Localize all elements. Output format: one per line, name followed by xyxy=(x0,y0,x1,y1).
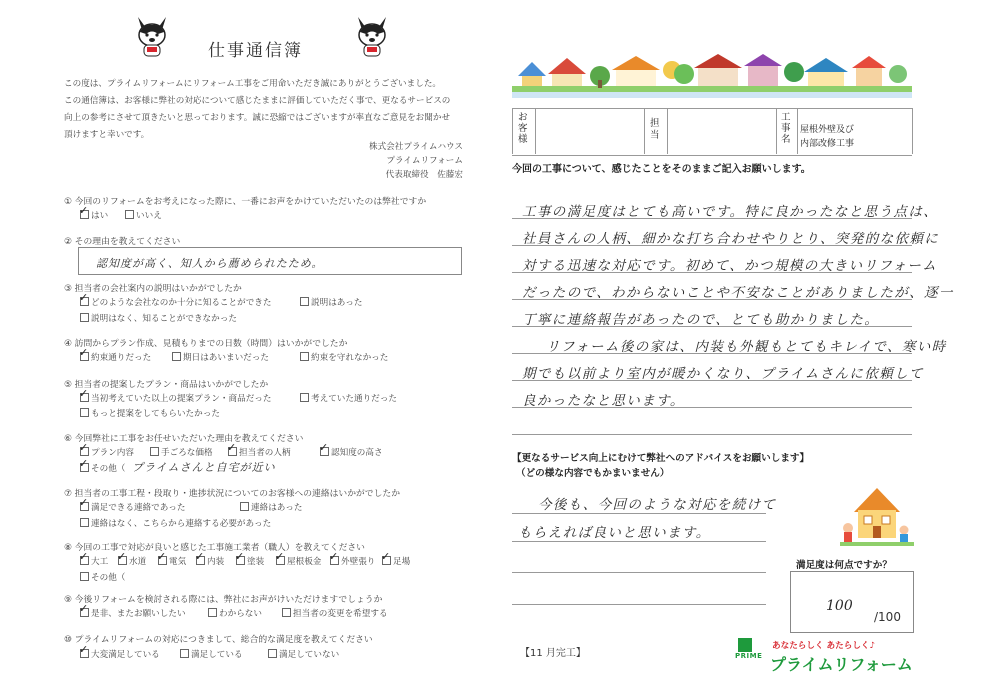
q5-option-2[interactable]: 考えていた通りだった xyxy=(300,392,397,404)
advice-line: もらえれば良いと思います。 xyxy=(518,525,711,541)
checkbox[interactable] xyxy=(208,608,217,617)
completion-month: 【11 月完工】 xyxy=(520,648,586,659)
q4-option-1[interactable]: ✓約束通りだった xyxy=(80,351,151,363)
satisfaction-score: 100 xyxy=(826,598,853,614)
checkbox[interactable] xyxy=(300,393,309,402)
table-edge xyxy=(912,108,913,154)
q5-option-1[interactable]: ✓当初考えていた以上の提案プラン・商品だった xyxy=(80,392,271,404)
town-illustration xyxy=(512,50,912,100)
checkbox[interactable] xyxy=(180,649,189,658)
intro-line: この通信簿は、お客様に弊社の対応について感じたままに評価していただく事で、更なるサービスの xyxy=(64,96,451,106)
q8-option-other[interactable]: その他（ xyxy=(80,571,125,583)
customer-label: お客様 xyxy=(518,112,528,145)
question-8: ⑧ 今回の工事で対応が良いと感じた工事施工業者（職人）を教えてください xyxy=(64,543,365,553)
impression-line: 対する迅速な対応です。初めて、かつ規模の大きいリフォーム xyxy=(522,258,938,274)
writing-line xyxy=(512,434,912,435)
q8-option-carpenter[interactable]: ✓大工 xyxy=(80,555,108,567)
question-9: ⑨ 今後リフォームを検討される際には、弊社にお声がけいただけますでしょうか xyxy=(64,595,383,605)
work-label: 工事名 xyxy=(781,112,791,145)
company-name: 株式会社プライムハウス xyxy=(368,142,463,152)
q8-option-siding[interactable]: ✓ 外壁張り xyxy=(330,555,375,567)
house-illustration xyxy=(840,482,914,548)
q6-option-price[interactable]: 手ごろな価格 xyxy=(150,446,213,458)
q8-option-electric[interactable]: ✓ 電気 xyxy=(158,555,186,567)
q3-option-2[interactable]: 説明はあった xyxy=(300,296,362,308)
q8-option-interior[interactable]: ✓ 内装 xyxy=(196,555,224,567)
q5-option-3[interactable]: もっと提案をしてもらいたかった xyxy=(80,407,220,419)
prime-logo-text: PRIME xyxy=(735,652,763,660)
q10-option-1[interactable]: ✓大変満足している xyxy=(80,648,160,660)
writing-line xyxy=(512,513,766,514)
customer-name-field[interactable] xyxy=(534,108,644,154)
impressions-prompt: 今回の工事について、感じたことをそのままご記入お願いします。 xyxy=(512,164,811,175)
checkbox-checked[interactable] xyxy=(80,210,89,219)
checkbox-checked[interactable] xyxy=(196,556,205,565)
question-4: ④ 訪問からプラン作成、見積もりまでの日数（時間）はいかがでしたか xyxy=(64,339,348,349)
impression-line: 良かったなと思います。 xyxy=(522,393,685,409)
question-5: ⑤ 担当者の提案したプラン・商品はいかがでしたか xyxy=(64,380,269,390)
q9-option-2[interactable]: わからない xyxy=(208,607,262,619)
impression-line: リフォーム後の家は、内装も外観もとてもキレイで、寒い時 xyxy=(546,339,947,355)
checkbox-checked[interactable] xyxy=(80,608,89,617)
impression-line: 社員さんの人柄、細かな打ち合わせやりとり、突発的な依頼に xyxy=(522,231,940,247)
q4-option-2[interactable]: 期日はあいまいだった xyxy=(172,351,269,363)
checkbox-checked[interactable] xyxy=(228,447,237,456)
checkbox-checked[interactable] xyxy=(80,463,89,472)
impression-line: 丁寧に連絡報告があったので、とても助かりました。 xyxy=(522,312,880,328)
advice-line: 今後も、今回のような対応を続けて xyxy=(538,497,777,513)
work-name-line2: 内部改修工事 xyxy=(800,139,855,149)
q7-option-3[interactable]: 連絡はなく、こちらから連絡する必要があった xyxy=(80,517,271,529)
checkbox[interactable] xyxy=(300,352,309,361)
checkbox[interactable] xyxy=(80,408,89,417)
staff-label: 担当 xyxy=(650,118,660,141)
q6-option-other[interactable]: ✓その他（ xyxy=(80,462,125,474)
q1-option-yes[interactable]: ✓はい xyxy=(80,209,108,221)
q6-option-plan[interactable]: ✓プラン内容 xyxy=(80,446,134,458)
work-name-line1: 屋根外壁及び xyxy=(800,125,855,135)
checkbox-checked[interactable] xyxy=(80,393,89,402)
intro-line: この度は、プライムリフォームにリフォーム工事をご用命いただき誠にありがとうございました。 xyxy=(64,79,442,89)
q6-other-handwritten: プライムさんと自宅が近い xyxy=(132,461,276,474)
q3-option-3[interactable]: 説明はなく、知ることができなかった xyxy=(80,312,237,324)
intro-line: 向上の参考にさせて頂きたいと思っております。誠に恐縮ではございますが率直なご意見をお聞かせ xyxy=(64,113,451,123)
checkbox-checked[interactable] xyxy=(320,447,329,456)
q3-option-1[interactable]: ✓どのような会社なのか十分に知ることができた xyxy=(80,296,271,308)
writing-line xyxy=(512,541,766,542)
checkbox-checked[interactable] xyxy=(80,352,89,361)
checkbox-checked[interactable] xyxy=(80,447,89,456)
checkbox-checked[interactable] xyxy=(330,556,339,565)
question-1: ① 今回のリフォームをお考えになった際に、一番にお声をかけていただいたのは弊社ですか xyxy=(64,197,427,207)
checkbox-checked[interactable] xyxy=(118,556,127,565)
question-2: ② その理由を教えてください xyxy=(64,237,181,247)
question-7: ⑦ 担当者の工事工程・段取り・進捗状況についてのお客様への連絡はいかがでしたか xyxy=(64,489,400,499)
question-3: ③ 担当者の会社案内の説明はいかがでしたか xyxy=(64,284,242,294)
checkbox[interactable] xyxy=(172,352,181,361)
checkbox-checked[interactable] xyxy=(80,649,89,658)
question-10: ⑩ プライムリフォームの対応につきまして、総合的な満足度を教えてください xyxy=(64,635,373,645)
dog-mascot-right xyxy=(352,14,392,60)
writing-line xyxy=(512,604,766,605)
checkbox-checked[interactable] xyxy=(276,556,285,565)
satisfaction-max: /100 xyxy=(874,610,901,624)
advice-prompt: 【更なるサービス向上にむけて弊社へのアドバイスをお願いします】 xyxy=(512,453,810,464)
brand-name: プライムリフォーム xyxy=(386,156,463,166)
checkbox-checked[interactable] xyxy=(80,502,89,511)
representative: 代表取締役 佐藤宏 xyxy=(385,170,463,180)
checkbox-checked[interactable] xyxy=(158,556,167,565)
checkbox-checked[interactable] xyxy=(236,556,245,565)
q1-option-no[interactable]: いいえ xyxy=(125,209,162,221)
checkbox[interactable] xyxy=(80,518,89,527)
advice-prompt-sub: （どの様な内容でもかまいません） xyxy=(516,468,670,479)
q9-option-3[interactable]: 担当者の変更を希望する xyxy=(282,607,388,619)
q7-option-1[interactable]: ✓満足できる連絡であった xyxy=(80,501,185,513)
checkbox[interactable] xyxy=(268,649,277,658)
intro-line: 頂けますと幸いです。 xyxy=(64,130,150,140)
checkbox[interactable] xyxy=(240,502,249,511)
q6-option-staff[interactable]: ✓ 担当者の人柄 xyxy=(228,446,291,458)
staff-name-field[interactable] xyxy=(666,108,776,154)
checkbox-checked[interactable] xyxy=(382,556,391,565)
checkbox[interactable] xyxy=(80,313,89,322)
writing-line xyxy=(512,572,766,573)
checkbox-checked[interactable] xyxy=(80,297,89,306)
q8-option-roof[interactable]: ✓ 屋根板金 xyxy=(276,555,321,567)
q7-option-2[interactable]: 連絡はあった xyxy=(240,501,302,513)
q10-option-3[interactable]: 満足していない xyxy=(268,648,339,660)
q8-option-plumbing[interactable]: ✓ 水道 xyxy=(118,555,146,567)
checkbox[interactable] xyxy=(282,608,291,617)
dog-mascot-left xyxy=(132,14,172,60)
signature-block xyxy=(280,140,463,182)
satisfaction-label: 満足度は何点ですか？ xyxy=(796,560,892,571)
checkbox[interactable] xyxy=(80,572,89,581)
q9-option-1[interactable]: ✓是非、またお願いしたい xyxy=(80,607,186,619)
impression-line: だったので、わからないことや不安なことがありましたが、逐一 xyxy=(522,285,954,301)
checkbox[interactable] xyxy=(150,447,159,456)
q6-option-recognition[interactable]: ✓ 認知度の高さ xyxy=(320,446,383,458)
q8-option-painting[interactable]: ✓ 塗装 xyxy=(236,555,264,567)
q2-handwritten-answer: 認知度が高く、知人から薦められたため。 xyxy=(96,257,324,270)
checkbox[interactable] xyxy=(125,210,134,219)
prime-logo-mark xyxy=(738,638,752,652)
question-6: ⑥ 今回弊社に工事をお任せいただいた理由を教えてください xyxy=(64,434,304,444)
q4-option-3[interactable]: 約束を守れなかった xyxy=(300,351,388,363)
impression-line: 期でも以前より室内が暖かくなり、プライムさんに依頼して xyxy=(522,366,924,382)
footer-brand: プライムリフォーム xyxy=(770,655,913,674)
checkbox[interactable] xyxy=(300,297,309,306)
page-title: 仕事通信簿 xyxy=(208,41,303,61)
q8-option-scaffold[interactable]: ✓ 足場 xyxy=(382,555,410,567)
q10-option-2[interactable]: 満足している xyxy=(180,648,243,660)
intro-text xyxy=(64,76,484,144)
impression-line: 工事の満足度はとても高いです。特に良かったなと思う点は、 xyxy=(522,204,939,220)
checkbox-checked[interactable] xyxy=(80,556,89,565)
footer-tagline: あなたらしく あたらしく♪ xyxy=(772,641,876,651)
